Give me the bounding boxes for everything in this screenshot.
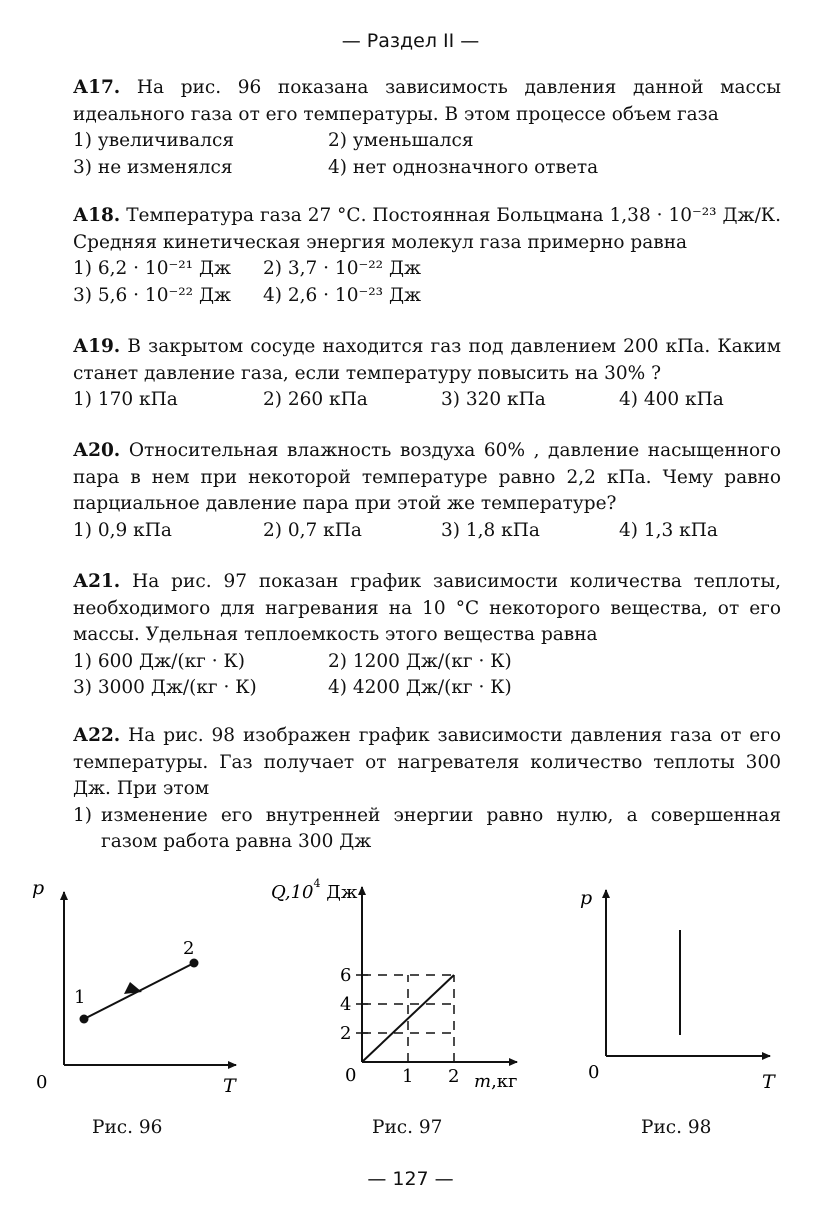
q-vs-m-line	[362, 975, 454, 1062]
question-a21	[73, 569, 781, 702]
running-header: — Раздел II —	[341, 30, 480, 52]
origin-label: 0	[588, 1062, 600, 1083]
point-1	[80, 1015, 89, 1024]
answer-option[interactable]: 1) увеличивался	[73, 130, 234, 151]
figure-97-caption: Рис. 97	[372, 1117, 443, 1138]
x-tick-label: 1	[402, 1066, 414, 1087]
page-number: — 127 —	[367, 1168, 454, 1190]
answer-option[interactable]: 4) 2,6 · 10⁻²³ Дж	[263, 284, 422, 306]
answer-option[interactable]: 4) 4200 Дж/(кг · К)	[328, 677, 512, 698]
answer-options	[73, 128, 781, 181]
x-axis-label: T	[762, 1071, 775, 1093]
question-number: А18.	[73, 205, 121, 226]
answer-option[interactable]: 2) уменьшался	[328, 130, 474, 151]
question-a17	[73, 75, 781, 181]
point-2	[190, 959, 199, 968]
figure-98	[570, 870, 800, 1100]
answer-option[interactable]: 4) 400 кПа	[619, 389, 724, 410]
question-a18	[73, 203, 781, 309]
figure-98-caption: Рис. 98	[641, 1117, 712, 1138]
answer-option[interactable]: 3) не изменялся	[73, 156, 233, 178]
answer-option[interactable]: 4) нет однозначного ответа	[328, 156, 599, 178]
question-text: Температура газа 27 °С. Постоянная Больцмана 1,38 · 10⁻²³ Дж/К. Средняя кинетическая энергия молекул газа примерно равна	[73, 205, 781, 253]
answer-option[interactable]: 1) 0,9 кПа	[73, 519, 172, 541]
point-1-label: 1	[74, 987, 86, 1008]
question-number: А21.	[73, 571, 121, 592]
question-text: Относительная влажность воздуха 60% , давление насыщенного пара в нем при некоторой температуре равно 2,2 кПа. Чему равно парциальное давление пара при этой же температуре?	[73, 440, 781, 514]
question-number: А19.	[73, 336, 121, 357]
question-number: А20.	[73, 440, 121, 461]
answer-option[interactable]: 2) 260 кПа	[263, 389, 368, 410]
origin-label: 0	[36, 1072, 48, 1093]
x-axis-label: T	[223, 1075, 236, 1097]
question-text: На рис. 98 изображен график зависимости давления газа от его температуры. Газ получает от нагревателя количество теплоты 300 Дж. При этом	[73, 725, 782, 799]
answer-option[interactable]: 1) 170 кПа	[73, 389, 178, 410]
y-axis-label: p	[580, 887, 593, 909]
question-a22	[73, 723, 781, 856]
answer-option[interactable]: 3) 5,6 · 10⁻²² Дж	[73, 284, 232, 306]
option-number: 1)	[73, 804, 92, 826]
answer-options	[73, 518, 781, 545]
option-text: изменение его внутренней энергии равно нулю, а совершенная газом работа равна 300 Дж	[101, 804, 781, 852]
answer-options	[73, 649, 781, 702]
y-tick-label: 6	[340, 965, 352, 986]
answer-option[interactable]: 3) 3000 Дж/(кг · К)	[73, 677, 257, 698]
y-tick-label: 2	[340, 1023, 352, 1044]
origin-label: 0	[345, 1065, 357, 1086]
answer-option[interactable]: 1) 600 Дж/(кг · К)	[73, 650, 246, 672]
figure-96-caption: Рис. 96	[92, 1117, 163, 1138]
answer-option[interactable]: 4) 1,3 кПа	[619, 519, 718, 541]
x-tick-label: 2	[448, 1066, 460, 1087]
answer-option[interactable]	[73, 803, 781, 856]
answer-option[interactable]: 1) 6,2 · 10⁻²¹ Дж	[73, 258, 232, 279]
figure-97	[265, 865, 565, 1100]
question-number: А17.	[73, 77, 121, 98]
answer-option[interactable]: 3) 1,8 кПа	[441, 519, 540, 541]
point-2-label: 2	[183, 938, 195, 959]
answer-option[interactable]: 2) 0,7 кПа	[263, 519, 362, 541]
question-number: А22.	[73, 725, 121, 746]
answer-options	[73, 387, 781, 414]
question-a19	[73, 334, 781, 414]
question-text: На рис. 96 показана зависимость давления данной массы идеального газа от его температуры. В этом процессе объем газа	[73, 77, 781, 125]
y-tick-label: 4	[340, 994, 352, 1015]
question-text: В закрытом сосуде находится газ под давлением 200 кПа. Каким станет давление газа, если температуру повысить на 30% ?	[73, 336, 781, 384]
y-axis-label: $Q,10^4$ Дж	[271, 877, 358, 903]
answer-option[interactable]: 3) 320 кПа	[441, 389, 546, 410]
y-axis-label: p	[32, 877, 45, 899]
question-a20	[73, 438, 781, 544]
question-text: На рис. 97 показан график зависимости количества теплоты, необходимого для нагревания на 10 °С некоторого вещества, от его массы. Удельная теплоемкость этого вещества равна	[73, 571, 781, 645]
x-axis-label: m,кг	[474, 1071, 518, 1092]
figure-96	[20, 870, 260, 1100]
direction-arrow	[124, 982, 142, 994]
answer-options	[73, 256, 781, 309]
answer-option[interactable]: 2) 3,7 · 10⁻²² Дж	[263, 258, 422, 279]
answer-option[interactable]: 2) 1200 Дж/(кг · К)	[328, 650, 512, 672]
